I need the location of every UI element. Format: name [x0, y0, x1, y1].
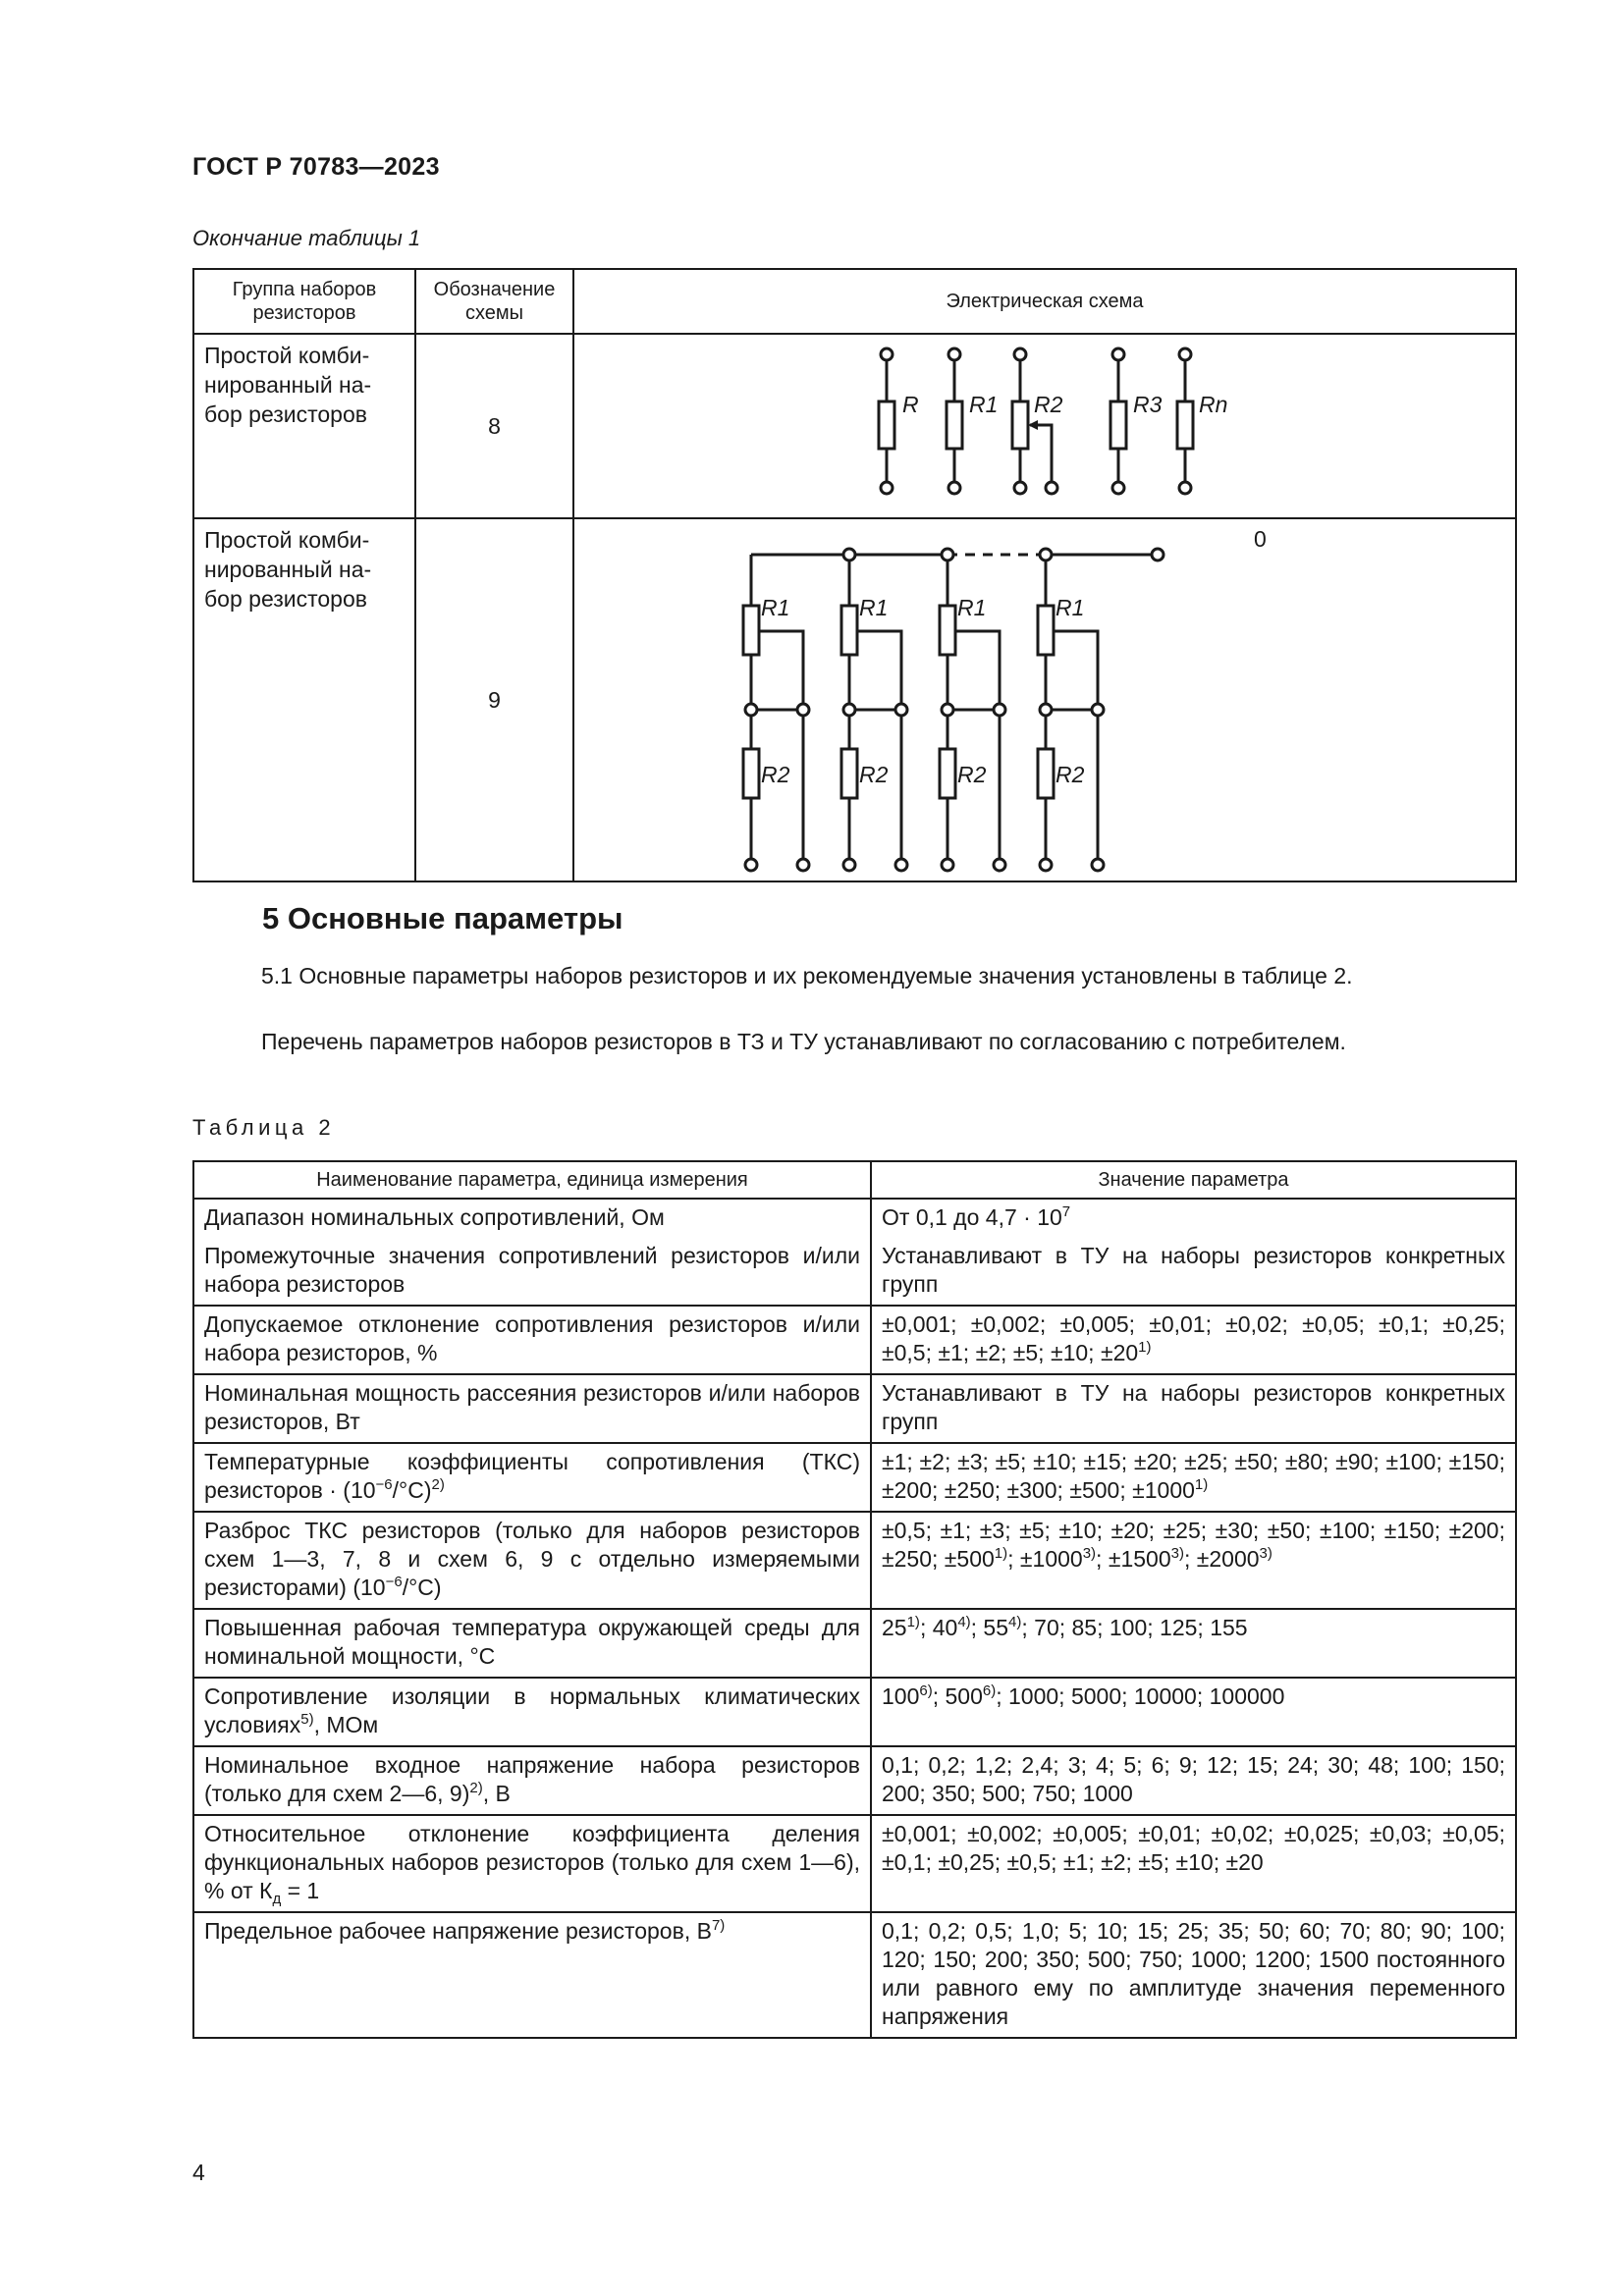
table1-row [193, 518, 1516, 881]
tap-wire [857, 631, 901, 704]
label-R1: R1 [1056, 595, 1085, 620]
param-name: Номинальная мощность рассеяния резисторов и/или наборов резисторов, Вт [193, 1374, 871, 1443]
node [745, 704, 757, 716]
table2 [192, 1160, 1517, 2039]
node [994, 704, 1005, 716]
table1-group-cell: Простой комби-нированный на-бор резисторов [193, 334, 415, 518]
table-row [193, 1512, 1516, 1609]
param-value: 0,1; 0,2; 1,2; 2,4; 3; 4; 5; 6; 9; 12; 15; 24; 30; 48; 100; 150; 200; 350; 500; 750; 1000 [871, 1746, 1516, 1815]
label-R2: R2 [1034, 392, 1063, 417]
terminal [797, 859, 809, 871]
resistor-R1 [743, 606, 759, 655]
terminal [745, 859, 757, 871]
page-number: 4 [192, 2160, 205, 2185]
node [942, 549, 953, 561]
param-name: Относительное отклонение коэффициента деления функциональных наборов резисторов (только для схем 1—6), % от $К_д = 1$ [193, 1815, 871, 1912]
section-title: 5 Основные параметры [262, 901, 623, 935]
param-name: Промежуточные значения сопротивлений резисторов и/или набора резисторов [193, 1238, 871, 1306]
resistor-R1 [947, 401, 962, 449]
node [797, 704, 809, 716]
resistor-Rn [1177, 401, 1193, 449]
param-value: ±0,5; ±1; ±3; ±5; ±10; ±20; ±25; ±30; ±50; ±100; ±150; ±200; ±250; $\pm 500^{1)}$; $\pm 1000^{3)}$; $\pm 1500^{3)}$; $\pm 2000^{3)}$ [871, 1512, 1516, 1609]
table2-caption: Таблица 2 [192, 1115, 336, 1140]
paragraph-5-1: 5.1 Основные параметры наборов резисторов и их рекомендуемые значения установлены в таблице 2. [261, 963, 1353, 988]
table1-header-group: Группа наборов резисторов [193, 269, 415, 334]
table1-row [193, 334, 1516, 518]
table-row [193, 1678, 1516, 1746]
label-R2: R2 [859, 762, 889, 787]
table1 [192, 268, 1517, 882]
param-name: Температурные коэффициенты сопротивления (ТКС) резисторов · $(10^{-6}/^\circ C)^{2)}$ [193, 1443, 871, 1512]
table2-header-parameter: Наименование параметра, единица измерения [193, 1161, 871, 1199]
param-value: Устанавливают в ТУ на наборы резисторов конкретных групп [871, 1374, 1516, 1443]
resistor-R2 [841, 749, 857, 798]
resistor-R1 [940, 606, 955, 655]
param-value: 100$^{6)}$; 500$^{6)}$; 1000; 5000; 10000; 100000 [871, 1678, 1516, 1746]
resistor-R2 [743, 749, 759, 798]
label-R2: R2 [957, 762, 987, 787]
param-name: Допускаемое отклонение сопротивления резисторов и/или набора резисторов, % [193, 1306, 871, 1374]
table-row [193, 1609, 1516, 1678]
param-name: Разброс ТКС резисторов (только для наборов резисторов схем 1—3, 7, 8 и схем 6, 9 с отдельно измеряемыми резисторами) $(10^{-6}/^\circ C)$ [193, 1512, 871, 1609]
label-R1: R1 [957, 595, 987, 620]
table2-header-row [193, 1161, 1516, 1199]
param-name: Сопротивление изоляции в нормальных климатических условиях$^{5)}$, МОм [193, 1678, 871, 1746]
param-value: 25$^{1)}$; 40$^{4)}$; 55$^{4)}$; 70; 85; 100; 125; 155 [871, 1609, 1516, 1678]
table-row [193, 1306, 1516, 1374]
label-R2: R2 [1056, 762, 1085, 787]
terminal [895, 859, 907, 871]
param-value: Устанавливают в ТУ на наборы резисторов конкретных групп [871, 1238, 1516, 1306]
paragraph-list: Перечень параметров наборов резисторов в ТЗ и ТУ устанавливают по согласованию с потребителем. [261, 1029, 1346, 1054]
table1-circuit-cell [573, 518, 1516, 881]
terminal [942, 859, 953, 871]
param-value: ±1; ±2; ±3; ±5; ±10; ±15; ±20; ±25; ±50; ±80; ±90; ±100; ±150; ±200; ±250; ±300; ±500; $\pm 1000^{1)}$ [871, 1443, 1516, 1512]
resistor-R2-variable [1012, 401, 1028, 449]
terminal-0 [1152, 549, 1164, 561]
param-value: ±0,001; ±0,002; ±0,005; ±0,01; ±0,02; ±0,05; ±0,1; ±0,25; ±0,5; ±1; ±2; ±5; ±10; $\pm 20^{1)}$ [871, 1306, 1516, 1374]
table1-caption: Окончание таблицы 1 [192, 226, 421, 250]
tap-wire [1054, 631, 1098, 704]
tap-wire [759, 631, 803, 704]
table1-header-circuit: Электрическая схема [573, 269, 1516, 334]
table-row [193, 1815, 1516, 1912]
param-value: ±0,001; ±0,002; ±0,005; ±0,01; ±0,02; ±0,025; ±0,03; ±0,05; ±0,1; ±0,25; ±0,5; ±1; ±2; ±5; ±10; ±20 [871, 1815, 1516, 1912]
terminal [994, 859, 1005, 871]
terminal [843, 859, 855, 871]
table-row [193, 1199, 1516, 1238]
node [843, 704, 855, 716]
table-row [193, 1443, 1516, 1512]
tap-wire [955, 631, 1000, 704]
circuit-diagram-scheme-9 [574, 519, 1515, 881]
table1-scheme-cell: 8 [415, 334, 573, 518]
terminal-0-label: 0 [1254, 526, 1267, 552]
terminal [1040, 859, 1052, 871]
param-value: От 0,1 до $4,7 \cdot 10^7$ [871, 1199, 1516, 1238]
table2-header-value: Значение параметра [871, 1161, 1516, 1199]
resistor-R3 [1110, 401, 1126, 449]
table-row [193, 1912, 1516, 2038]
node [843, 549, 855, 561]
label-R3: R3 [1133, 392, 1163, 417]
table1-scheme-cell: 9 [415, 518, 573, 881]
resistor-R1 [1038, 606, 1054, 655]
node [1040, 704, 1052, 716]
table1-group-cell: Простой комби-нированный на-бор резисторов [193, 518, 415, 881]
label-Rn: Rn [1199, 392, 1228, 417]
circuit-diagram-scheme-8 [574, 335, 1515, 517]
table-row [193, 1746, 1516, 1815]
resistor-R2 [1038, 749, 1054, 798]
label-R2: R2 [761, 762, 790, 787]
terminal [1092, 859, 1104, 871]
param-name: Диапазон номинальных сопротивлений, Ом [193, 1199, 871, 1238]
node [1092, 704, 1104, 716]
label-R1: R1 [969, 392, 999, 417]
document-code: ГОСТ Р 70783—2023 [192, 153, 440, 181]
label-R1: R1 [761, 595, 790, 620]
label-R1: R1 [859, 595, 889, 620]
param-value: 0,1; 0,2; 0,5; 1,0; 5; 10; 15; 25; 35; 50; 60; 70; 80; 90; 100; 120; 150; 200; 350; 500; 750; 1000; 1200; 1500 постоянного или равного ему по амплитуде значения переменного напряжения [871, 1912, 1516, 2038]
label-R: R [902, 392, 919, 417]
table-row [193, 1374, 1516, 1443]
param-name: Повышенная рабочая температура окружающей среды для номинальной мощности, °C [193, 1609, 871, 1678]
table1-header-row [193, 269, 1516, 334]
node [895, 704, 907, 716]
table1-circuit-cell [573, 334, 1516, 518]
param-name: Номинальное входное напряжение набора резисторов (только для схем 2—6, 9)$^{2)}$, В [193, 1746, 871, 1815]
resistor-R [879, 401, 894, 449]
node [942, 704, 953, 716]
resistor-R2 [940, 749, 955, 798]
resistor-R1 [841, 606, 857, 655]
param-name: Предельное рабочее напряжение резисторов, $В^{7)}$ [193, 1912, 871, 2038]
node [1040, 549, 1052, 561]
table1-header-scheme: Обозначение схемы [415, 269, 573, 334]
table-row [193, 1238, 1516, 1306]
